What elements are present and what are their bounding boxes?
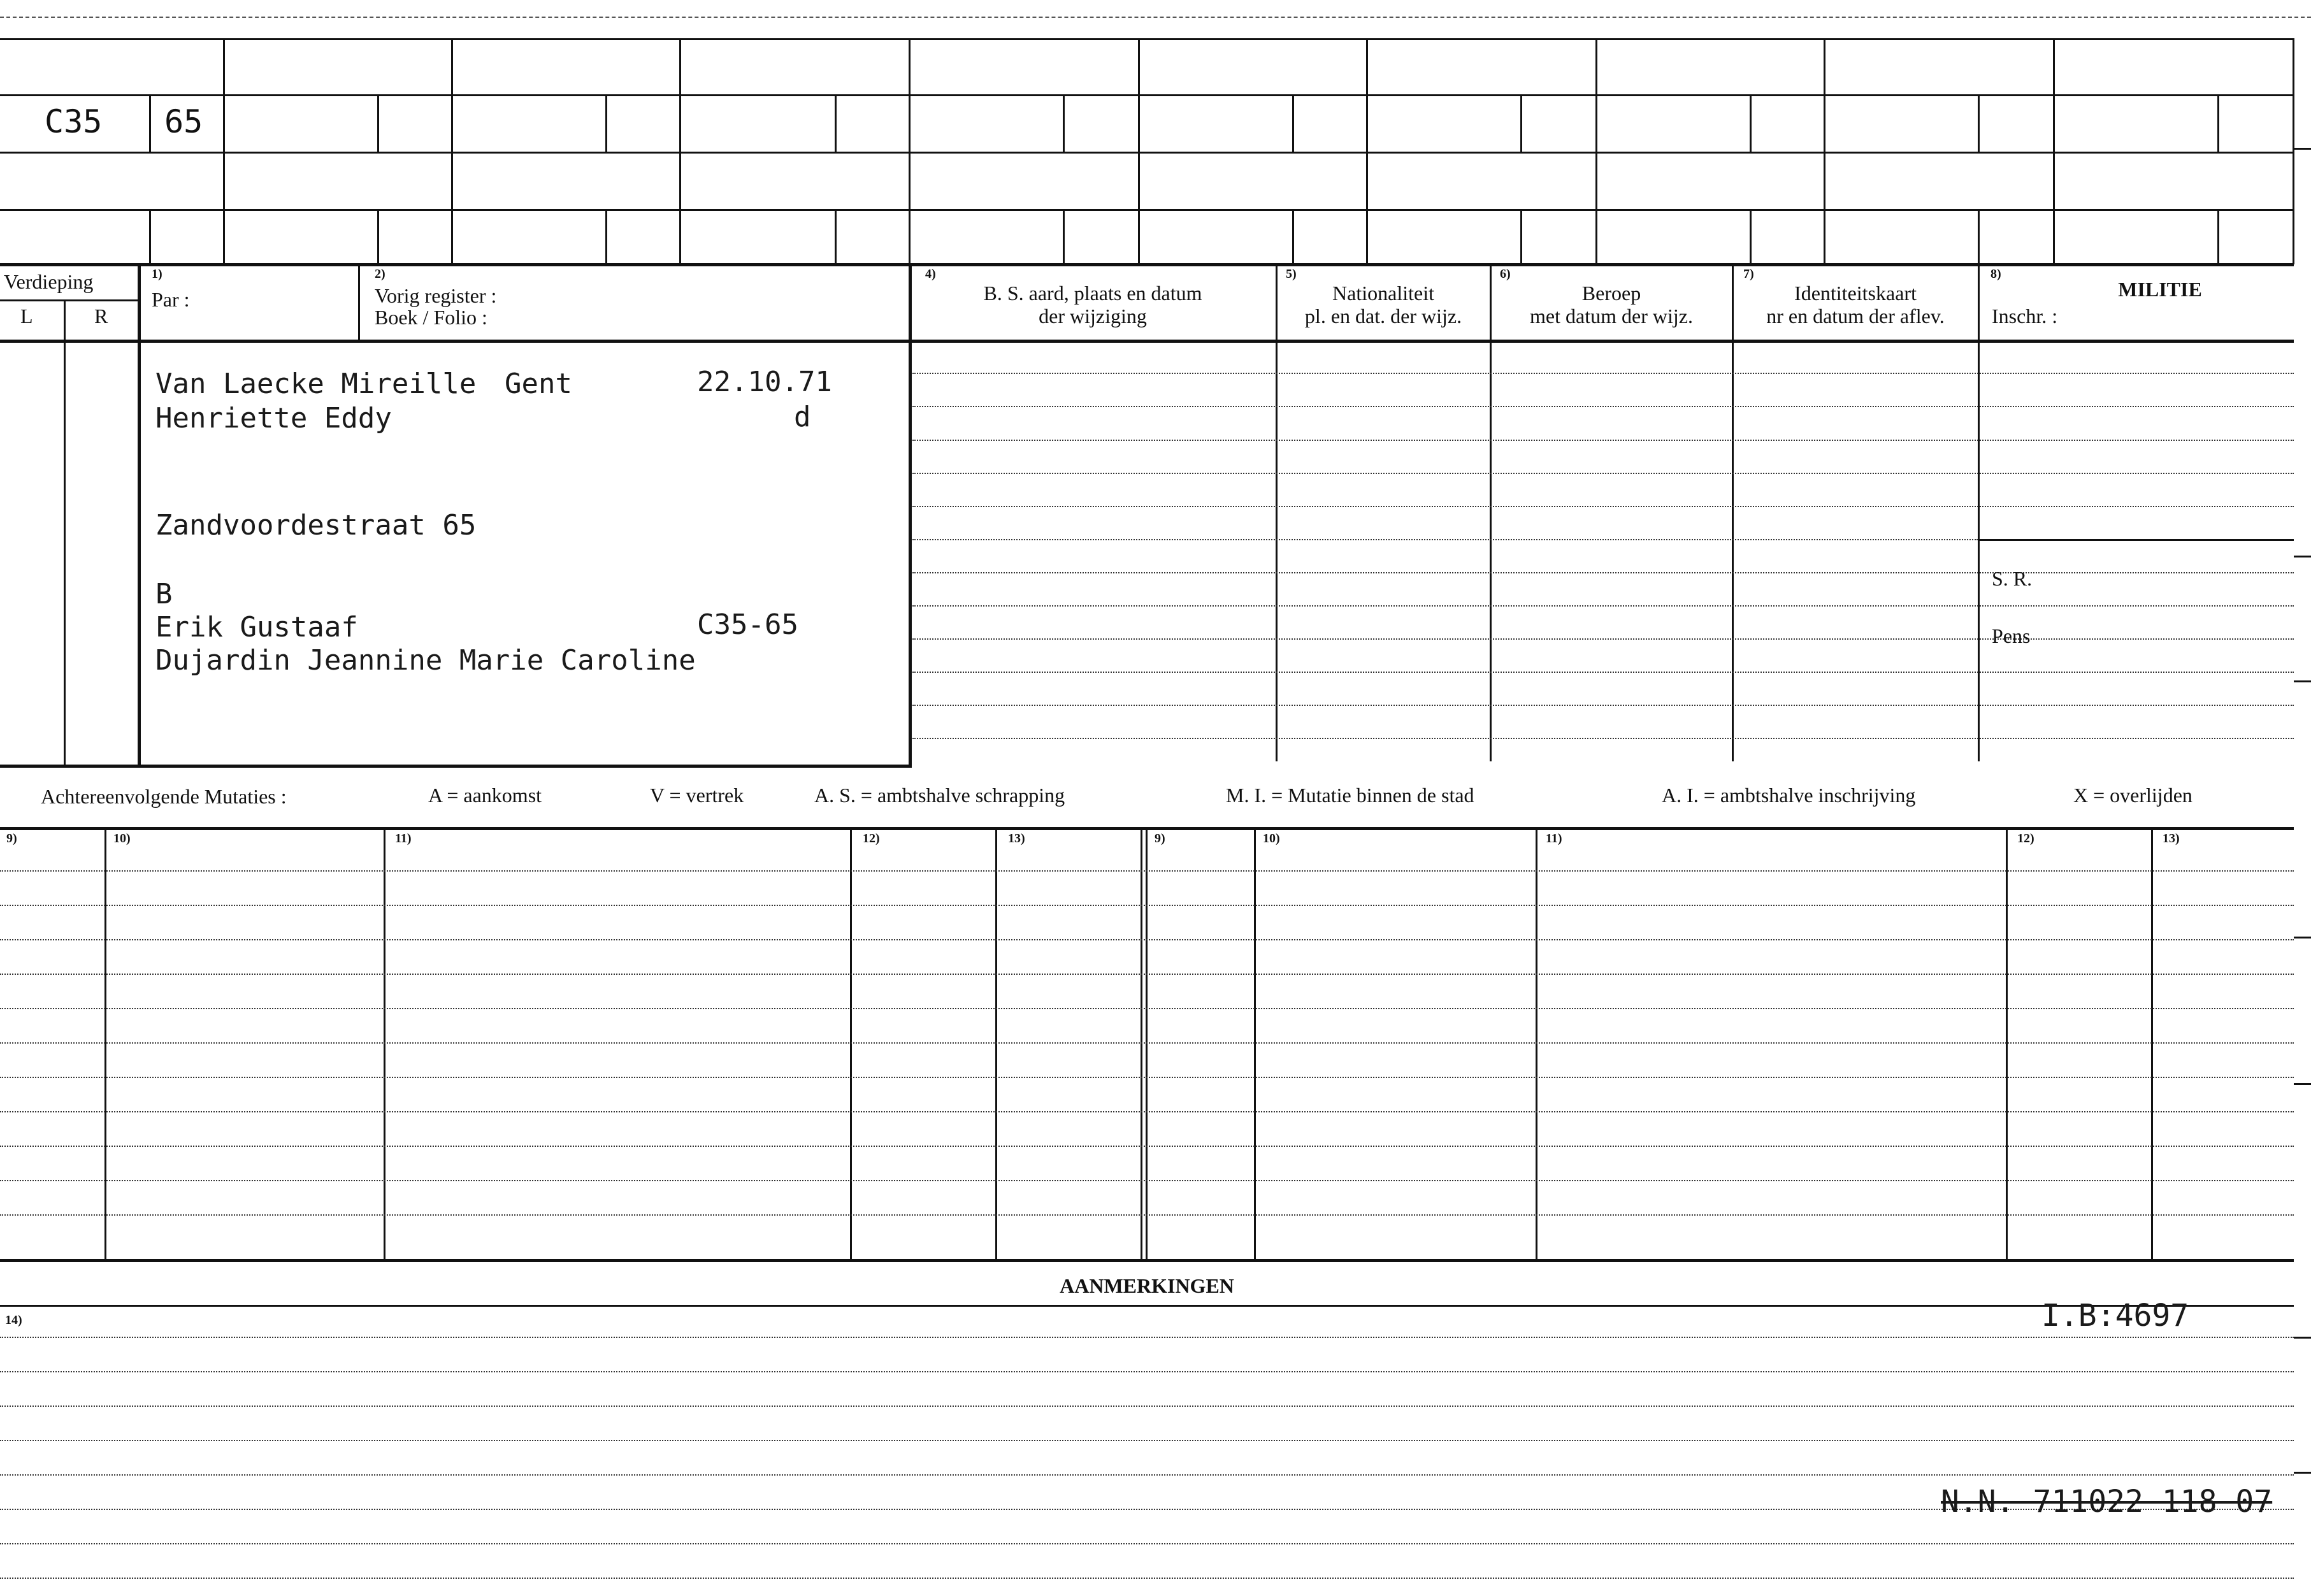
entry-b: B (155, 578, 173, 610)
col-num-2: 2) (375, 267, 385, 281)
remarks-title: AANMERKINGEN (1060, 1274, 1234, 1297)
legend-as: A. S. = ambtshalve schrapping (814, 784, 1065, 807)
pens-label: Pens (1992, 624, 2031, 647)
legend-ai: A. I. = ambtshalve inschrijving (1662, 784, 1916, 807)
top-edge (0, 17, 2311, 18)
mut-col-9-right: 9) (1155, 831, 1165, 845)
bs-label-2: der wijziging (1039, 305, 1147, 327)
legend-v: V = vertrek (650, 784, 744, 807)
entry-ref: C35-65 (697, 608, 798, 641)
entry-name-2: Henriette Eddy (155, 402, 392, 435)
legend-mi: M. I. = Mutatie binnen de stad (1226, 784, 1474, 807)
col-num-8: 8) (1991, 267, 2001, 281)
mut-col-11-right: 11) (1546, 831, 1562, 845)
legend-a: A = aankomst (428, 784, 542, 807)
ib-number: I.B:4697 (2041, 1298, 2189, 1334)
mut-col-12-right: 12) (2017, 831, 2034, 845)
col-num-4: 4) (925, 267, 936, 281)
top-code-a: C35 (45, 103, 103, 140)
identiteitskaart-label-2: nr en datum der aflev. (1766, 305, 1945, 327)
legend-x: X = overlijden (2073, 784, 2192, 807)
verdieping-label: Verdieping (4, 270, 94, 293)
nationaliteit-label-1: Nationaliteit (1332, 282, 1434, 305)
mut-col-13-left: 13) (1008, 831, 1025, 845)
entry-address: Zandvoordestraat 65 (155, 509, 477, 542)
mut-col-9-left: 9) (6, 831, 17, 845)
nationaliteit-label-2: pl. en dat. der wijz. (1304, 305, 1462, 327)
beroep-label-1: Beroep (1581, 282, 1641, 305)
militie-label: MILITIE (2118, 278, 2202, 301)
entry-mother: Dujardin Jeannine Marie Caroline (155, 644, 696, 677)
mut-col-13-right: 13) (2163, 831, 2180, 845)
vorig-register-label: Vorig register : (375, 284, 497, 307)
entry-birthdate: 22.10.71 (697, 366, 832, 398)
entry-name-1: Van Laecke Mireille (155, 368, 477, 400)
sr-label: S. R. (1992, 567, 2033, 590)
entry-suffix: d (794, 401, 811, 433)
r-label: R (94, 305, 108, 327)
col-num-1: 1) (152, 267, 162, 281)
l-label: L (20, 305, 33, 327)
boek-folio-label: Boek / Folio : (375, 306, 487, 329)
remarks-num-14: 14) (5, 1313, 22, 1327)
mut-col-10-left: 10) (113, 831, 131, 845)
inschr-label: Inschr. : (1992, 305, 2058, 327)
mutations-title: Achtereenvolgende Mutaties : (41, 785, 287, 808)
entry-place: Gent (505, 368, 572, 400)
mut-col-10-right: 10) (1263, 831, 1280, 845)
mut-col-11-left: 11) (395, 831, 412, 845)
bs-label-1: B. S. aard, plaats en datum (983, 282, 1202, 305)
par-label: Par : (152, 288, 190, 311)
col-num-5: 5) (1286, 267, 1297, 281)
col-num-7: 7) (1743, 267, 1754, 281)
top-code-b: 65 (164, 103, 203, 140)
col-num-6: 6) (1500, 267, 1511, 281)
entry-father: Erik Gustaaf (155, 611, 358, 643)
beroep-label-2: met datum der wijz. (1530, 305, 1693, 327)
nn-number: N.N. 711022 118 07 (1941, 1484, 2273, 1520)
mut-col-12-left: 12) (863, 831, 880, 845)
identiteitskaart-label-1: Identiteitskaart (1794, 282, 1917, 305)
